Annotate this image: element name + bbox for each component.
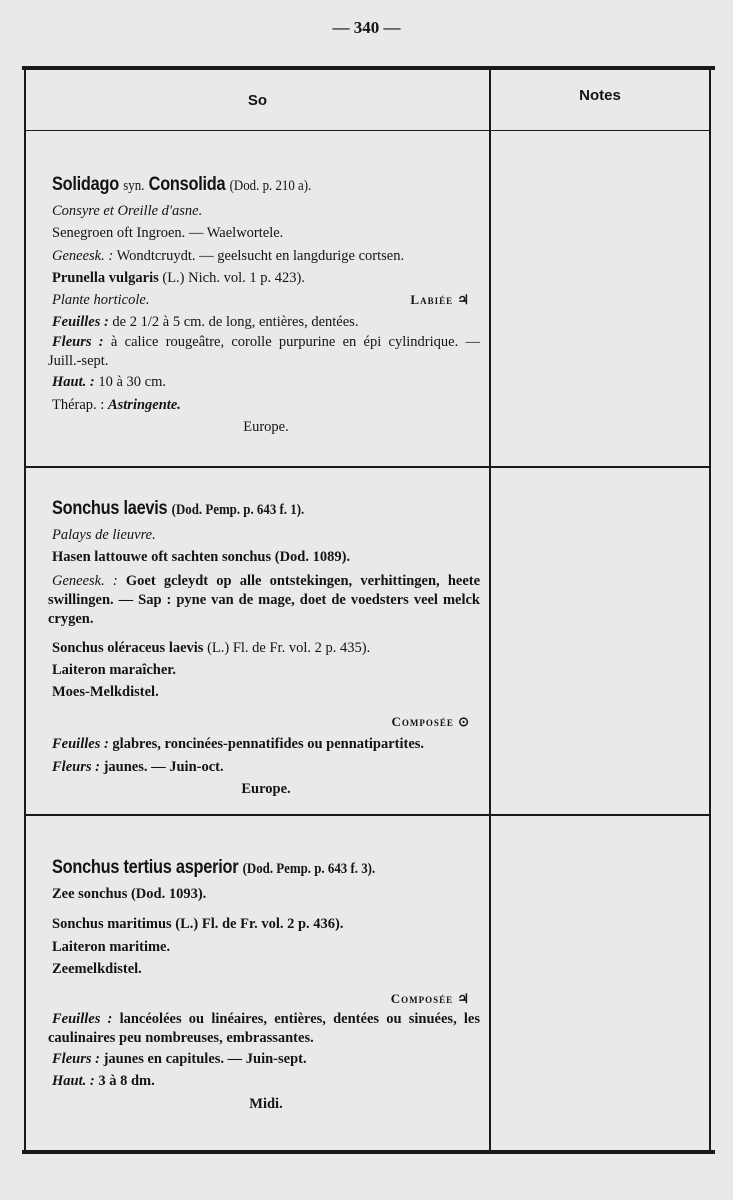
old-dutch-name: Zee sonchus (Dod. 1093). [52, 886, 207, 903]
flowers: Fleurs : à calice rougeâtre, corolle purpurine en épi cylindrique. — Juill.-sept. [48, 334, 481, 370]
modern-name: Prunella vulgaris (L.) Nich. vol. 1 p. 423). [52, 269, 305, 286]
region: Midi. [249, 1095, 283, 1112]
header-rule [26, 130, 710, 131]
dutch-name: Zeemelkdistel. [52, 960, 142, 977]
section-divider [26, 466, 710, 468]
leaves: Feuilles : glabres, roncinées-pennatifides ou pennatipartites. [52, 736, 425, 753]
page-number: — 340 — [332, 18, 401, 37]
french-name: Laiteron maraîcher. [52, 661, 177, 678]
entry-title: Sonchus laevis (Dod. Pemp. p. 643 f. 1). [52, 498, 305, 519]
modern-name: Sonchus oléraceus laevis (L.) Fl. de Fr. vol. 2 p. 435). [52, 639, 371, 656]
leaves: Feuilles : lancéolées ou linéaires, entières, dentées ou sinuées, les caulinaires peu nombreuses, embrassantes. [48, 1011, 481, 1047]
table-column-divider [489, 68, 491, 1154]
dutch-name: Moes-Melkdistel. [52, 684, 159, 701]
therapeutic: Thérap. : Astringente. [52, 396, 181, 413]
entry-title: Solidago syn. Consolida (Dod. p. 210 a). [52, 174, 312, 195]
table-right-rule [709, 68, 711, 1154]
french-name: Laiteron maritime. [52, 938, 171, 955]
old-french-name: Palays de lieuvre. [52, 527, 156, 544]
region: Europe. [243, 418, 289, 435]
height: Haut. : 3 à 8 dm. [52, 1073, 155, 1090]
old-dutch-name: Senegroen oft Ingroen. — Waelwortele. [52, 225, 284, 242]
entry-solidago [48, 174, 481, 438]
medicinal-use: Geneesk. : Wondtcruydt. — geelsucht en langdurige cortsen. [52, 247, 405, 264]
family-label: Labiée ♃ [410, 292, 470, 308]
old-dutch-name: Hasen lattouwe oft sachten sonchus (Dod. 1089). [52, 549, 351, 566]
region: Europe. [241, 780, 291, 797]
flowers: Fleurs : jaunes en capitules. — Juin-sept. [52, 1051, 307, 1068]
entry-sonchus-laevis [48, 498, 481, 800]
entry-sonchus-tertius [48, 857, 481, 1115]
note-family-line: Plante horticole. Labiée ♃ [52, 289, 480, 311]
table-top-rule [22, 66, 715, 70]
section-divider [26, 814, 710, 816]
medicinal-use: Geneesk. : Goet gcleydt op alle ontstekingen, verhittingen, heete swillingen. — Sap : pyne van de mage, doet de voedsters veel melck crygen. [48, 572, 481, 627]
table-left-rule [24, 68, 26, 1154]
height: Haut. : 10 à 30 cm. [52, 374, 166, 391]
flowers: Fleurs : jaunes. — Juin-oct. [52, 758, 224, 775]
modern-name: Sonchus maritimus (L.) Fl. de Fr. vol. 2 p. 436). [52, 916, 344, 933]
column-header-notes: Notes [579, 87, 621, 104]
leaves: Feuilles : de 2 1/2 à 5 cm. de long, entières, dentées. [52, 314, 359, 331]
old-french-name: Consyre et Oreille d'asne. [52, 203, 203, 220]
column-header-so: So [247, 92, 268, 109]
table-bottom-rule [22, 1150, 715, 1154]
entry-title: Sonchus tertius asperior (Dod. Pemp. p. 643 f. 3). [52, 857, 376, 878]
family-label: Composée ♃ [390, 991, 470, 1007]
family-label: Composée ⊙ [391, 714, 470, 730]
